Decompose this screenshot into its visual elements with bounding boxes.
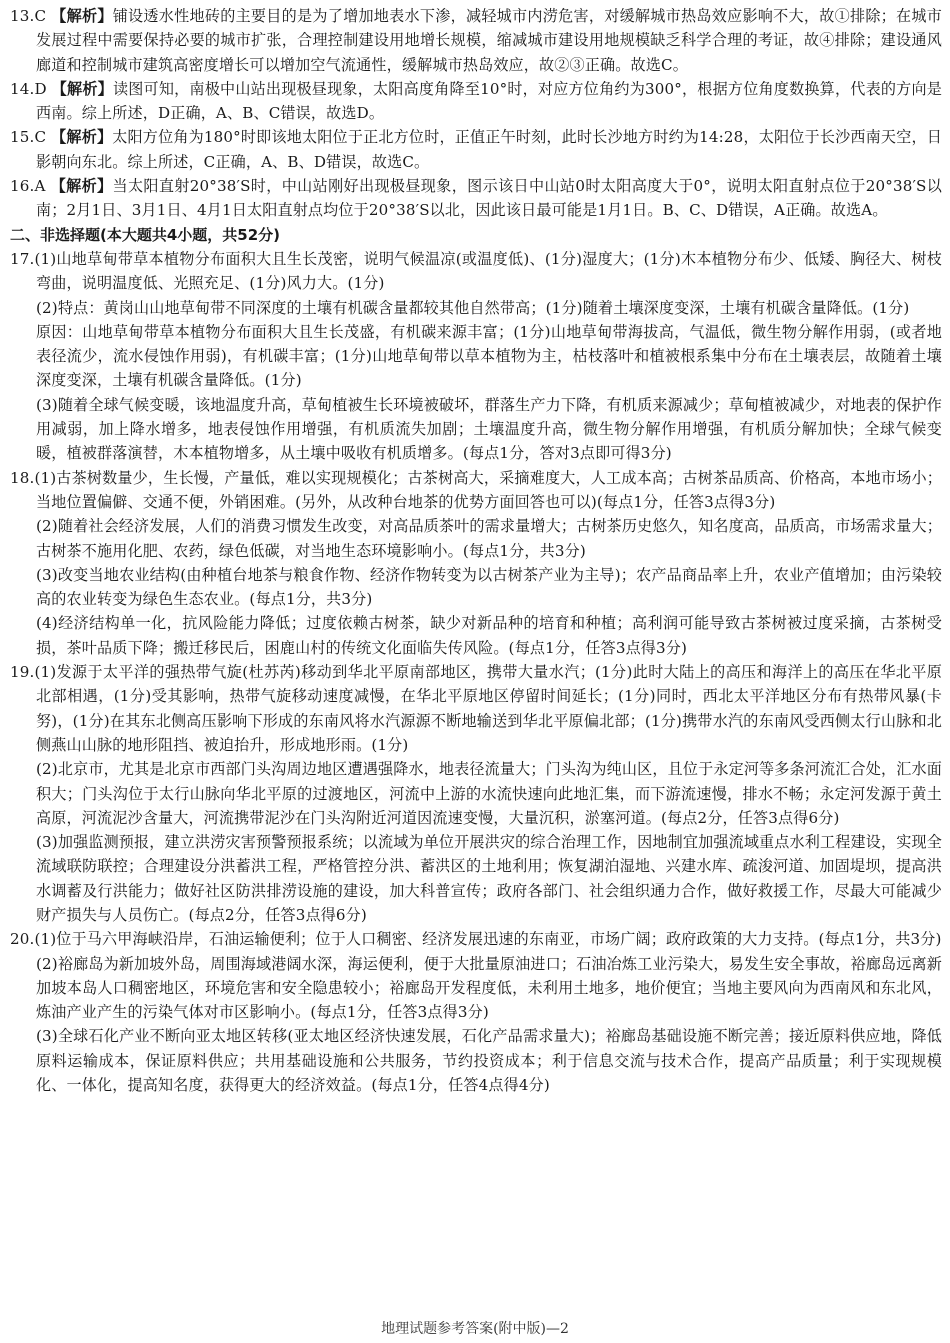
answer-16: 16.A 【解析】当太阳直射20°38′S时，中山站刚好出现极昼现象，图示该日中山站0时太阳高度大于0°，说明太阳直射点位于20°38′S以南；2月1日、3月1日、4月1日太阳直射点均位于20°38′S以北，因此该日最可能是1月1日。B、C、D错误，A正确。故选A。 <box>10 177 942 220</box>
answer-19-part2: (2)北京市，尤其是北京市西部门头沟周边地区遭遇强降水，地表径流量大；门头沟为纯山区，且位于永定河等多条河流汇合处，汇水面积大；门头沟位于太行山脉向华北平原的过渡地区，河流中上游的水流快速向此地汇集，而下游流速慢，排水不畅；永定河发源于黄土高原，河流泥沙含量大，河流携带泥沙在门头沟附近河道因流速变慢，大量沉积，淤塞河道。(每点2分，任答3点得6分) <box>36 760 942 827</box>
answer-17-part1: 17.(1)山地草甸带草本植物分布面积大且生长茂密，说明气候温凉(或温度低)、(1分)湿度大；(1分)木本植物分布少、低矮、胸径大、树枝弯曲，说明温度低、光照充足、(1分)风力大。(1分) <box>10 249 942 293</box>
answer-15: 15.C 【解析】太阳方位角为180°时即该地太阳位于正北方位时，正值正午时刻，此时长沙地方时约为14:28，太阳位于长沙西南天空，日影朝向东北。综上所述，C正确，A、B、D错误，故选C。 <box>10 128 942 171</box>
answer-17-part2: (2)特点：黄岗山山地草甸带不同深度的土壤有机碳含量都较其他自然带高；(1分)随着土壤深度变深，土壤有机碳含量降低。(1分) <box>36 298 910 317</box>
answer-17-part3: (3)随着全球气候变暖，该地温度升高，草甸植被生长环境被破坏，群落生产力下降，有机质来源减少；草甸植被减少，对地表的保护作用减弱，加上降水增多，地表侵蚀作用增强，有机质流失加剧；土壤温度升高，微生物分解作用增强，有机质分解加快；全球气候变暖，植被群落演替，木本植物增多，从土壤中吸收有机质增多。(每点1分，答对3点即可得3分) <box>36 395 942 463</box>
answer-18-part3: (3)改变当地农业结构(由种植台地茶与粮食作物、经济作物转变为以古树茶产业为主导)；农产品商品率上升，农业产值增加；由污染较高的农业转变为绿色生态农业。(每点1分，共3分) <box>36 565 942 609</box>
answer-20-part3: (3)全球石化产业不断向亚太地区转移(亚太地区经济快速发展，石化产品需求量大)；裕廊岛基础设施不断完善；接近原料供应地，降低原料运输成本，保证原料供应；共用基础设施和公共服务，节约投资成本；利于信息交流与技术合作，提高产品质量；利于实现规模化、一体化，提高知名度，获得更大的经济效益。(每点1分，任答4点得4分) <box>36 1027 942 1095</box>
answer-20-part1: 20.(1)位于马六甲海峡沿岸，石油运输便利；位于人口稠密、经济发展迅速的东南亚，市场广阔；政府政策的大力支持。(每点1分，共3分) <box>10 930 942 949</box>
answer-page <box>10 4 942 1097</box>
answer-13: 13.C 【解析】铺设透水性地砖的主要目的是为了增加地表水下渗，减轻城市内涝危害，对缓解城市热岛效应影响不大，故①排除；在城市发展过程中需要保持必要的城市扩张，合理控制建设用地增长规模，缩减城市建设用地规模缺乏科学合理的考证，故④排除；建设通风廊道和控制城市建筑高密度增长可以增加空气流通性，缓解城市热岛效应，故②③正确。故选C。 <box>10 7 943 74</box>
section-title: 二、非选择题(本大题共4小题，共52分) <box>10 225 281 244</box>
answer-18-part1: 18.(1)古茶树数量少，生长慢，产量低，难以实现规模化；古茶树高大，采摘难度大，人工成本高；古树茶品质高、价格高，本地市场小；当地位置偏僻、交通不便，外销困难。(另外，从改种台地茶的优势方面回答也可以)(每点1分，任答3点得3分) <box>10 468 942 511</box>
answer-18-part2: (2)随着社会经济发展，人们的消费习惯发生改变，对高品质茶叶的需求量增大；古树茶历史悠久，知名度高，品质高，市场需求量大；古树茶不施用化肥、农药，绿色低碳，对当地生态环境影响小。(每点1分，共3分) <box>36 517 942 560</box>
answer-20-part2: (2)裕廊岛为新加坡外岛，周围海域港阔水深，海运便利，便于大批量原油进口；石油冶炼工业污染大，易发生安全事故，裕廊岛远离新加坡本岛人口稠密地区，环境危害和安全隐患较小；裕廊岛开发程度低，未利用土地多，地价便宜；当地主要风向为西南风和东北风，炼油产业产生的污染气体对市区影响小。(每点1分，任答3点得3分) <box>36 954 942 1022</box>
answer-19-part3: (3)加强监测预报，建立洪涝灾害预警预报系统；以流域为单位开展洪灾的综合治理工作，因地制宜加强流域重点水利工程建设，实现全流域联防联控；合理建设分洪蓄洪工程，严格管控分洪、蓄洪区的土地利用；恢复湖泊湿地、兴建水库、疏浚河道、加固堤坝，提高洪水调蓄及行洪能力；做好社区防洪排涝设施的建设，加大科普宣传；政府各部门、社会组织通力合作，做好救援工作，尽最大可能减少财产损失与人员伤亡。(每点2分，任答3点得6分) <box>36 833 942 924</box>
answer-18-part4: (4)经济结构单一化，抗风险能力降低；过度依赖古树茶，缺少对新品种的培育和种植；高利润可能导致古茶树被过度采摘，古茶树受损，茶叶品质下降；搬迁移民后，困鹿山村的传统文化面临失传风险。(每点1分，任答3点得3分) <box>36 614 942 657</box>
answer-17-part2-reason: 原因：山地草甸带草本植物分布面积大且生长茂盛，有机碳来源丰富；(1分)山地草甸带海拔高，气温低，微生物分解作用弱，(或者地表径流少，流水侵蚀作用弱)，有机碳丰富；(1分)山地草甸带以草本植物为主，枯枝落叶和植被根系集中分布在土壤表层，故随着土壤深度变深，土壤有机碳含量降低。(1分) <box>36 322 942 390</box>
answer-19-part1: 19.(1)发源于太平洋的强热带气旋(杜苏芮)移动到华北平原南部地区，携带大量水汽；(1分)此时大陆上的高压和海洋上的高压在华北平原北部相遇，(1分)受其影响，热带气旋移动速度减慢，在华北平原地区停留时间延长；(1分)同时，西北太平洋地区分布有热带风暴(卡努)，(1分)在其东北侧高压影响下形成的东南风将水汽源源不断地输送到华北平原偏北部；(1分)携带水汽的东南风受西侧太行山脉和北侧燕山山脉的地形阻挡、被迫抬升，形成地形雨。(1分) <box>10 663 942 754</box>
page-footer: 地理试题参考答案(附中版)—2 <box>381 1321 569 1337</box>
answer-14: 14.D 【解析】读图可知，南极中山站出现极昼现象，太阳高度角降至10°时，对应方位角约为300°，根据方位角度数换算，代表的方向是西南。综上所述，D正确，A、B、C错误，故选D。 <box>10 79 943 123</box>
